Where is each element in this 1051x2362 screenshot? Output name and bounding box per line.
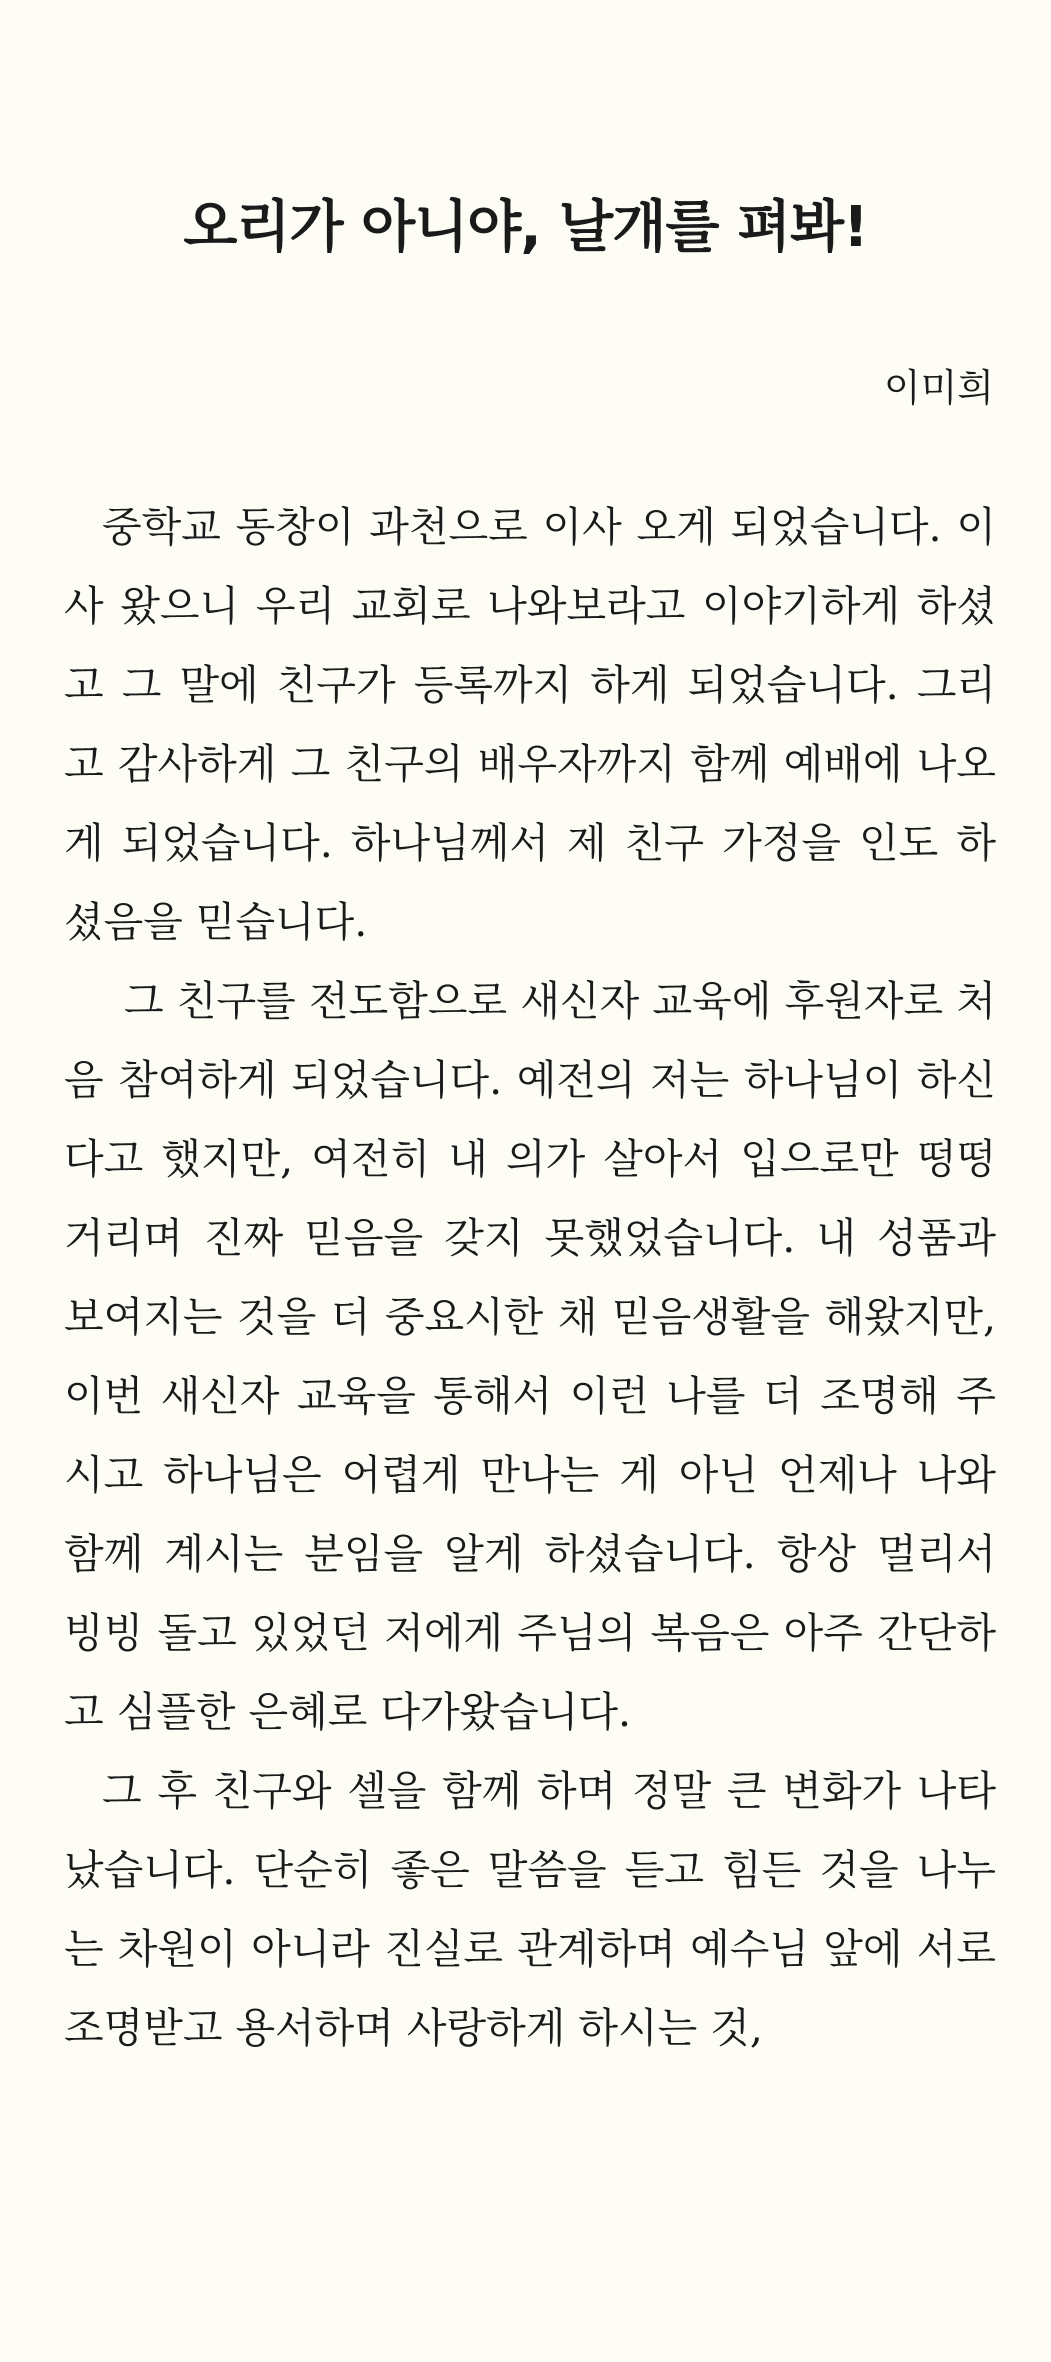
document-body — [64, 488, 996, 2068]
author-name: 이미희 — [883, 366, 994, 410]
document-title: 오리가 아니야, 날개를 펴봐! — [183, 195, 868, 260]
paragraph-2: 그 친구를 전도함으로 새신자 교육에 후원자로 처음 참여하게 되었습니다. 예전의 저는 하나님이 하신다고 했지만, 여전히 내 의가 살아서 입으로만 떵떵거리며 진짜 믿음을 갖지 못했었습니다. 내 성품과 보여지는 것을 더 중요시한 채 믿음생활을 해왔지만, 이번 새신자 교육을 통해서 이런 나를 더 조명해 주시고 하나님은 어렵게 만나는 게 아닌 언제나 나와 함께 계시는 분임을 알게 하셨습니다. 항상 멀리서 빙빙 돌고 있었던 저에게 주님의 복음은 아주 간단하고 심플한 은혜로 다가왔습니다. — [64, 977, 996, 1736]
paragraph-1: 중학교 동창이 과천으로 이사 오게 되었습니다. 이사 왔으니 우리 교회로 나와보라고 이야기하게 하셨고 그 말에 친구가 등록까지 하게 되었습니다. 그리고 감사하게 그 친구의 배우자까지 함께 예배에 나오게 되었습니다. 하나님께서 제 친구 가정을 인도 하셨음을 믿습니다. — [64, 503, 996, 946]
paragraph-3: 그 후 친구와 셀을 함께 하며 정말 큰 변화가 나타났습니다. 단순히 좋은 말씀을 듣고 힘든 것을 나누는 차원이 아니라 진실로 관계하며 예수님 앞에 서로 조명받고 용서하며 사랑하게 하시는 것, — [64, 1767, 996, 2052]
